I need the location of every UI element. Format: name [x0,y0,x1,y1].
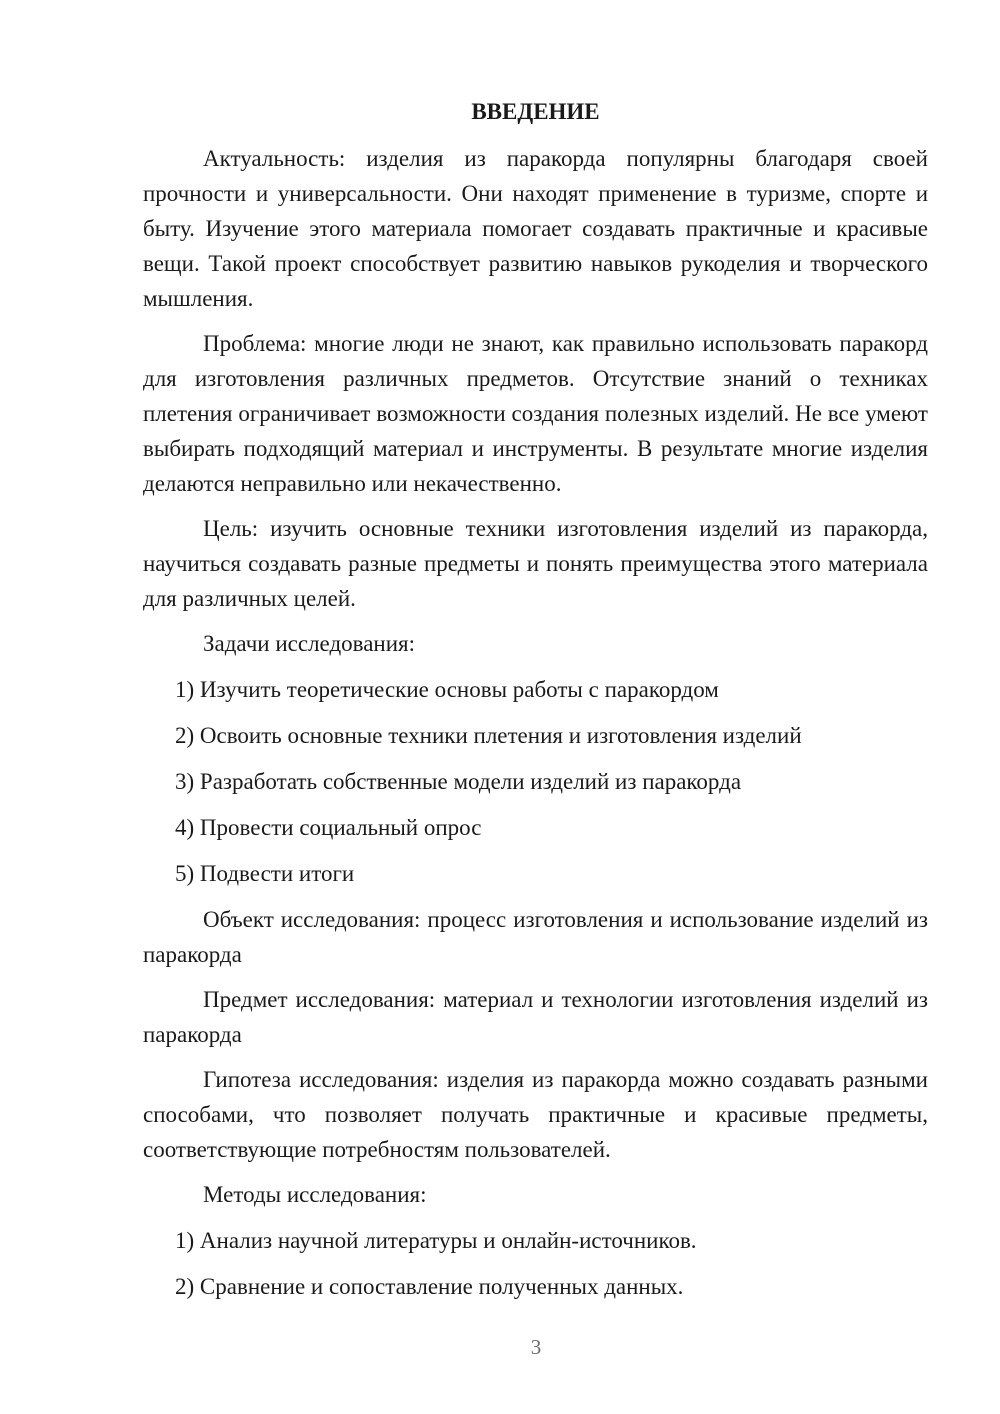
method-item: 2) Сравнение и сопоставление полученных данных. [175,1274,684,1299]
hypothesis-paragraph: Гипотеза исследования: изделия из паракорда можно создавать разными способами, что позволяет получать практичные и красивые предметы, соответствующие потребностям пользователей. [143,1067,928,1162]
page-content [143,94,928,1315]
task-item: 5) Подвести итоги [175,861,355,886]
task-item: 3) Разработать собственные модели изделий из паракорда [175,769,742,794]
methods-title: Методы исследования: [203,1182,427,1207]
subject-paragraph: Предмет исследования: материал и технологии изготовления изделий из паракорда [143,987,928,1047]
goal-paragraph: Цель: изучить основные техники изготовления изделий из паракорда, научиться создавать разные предметы и понять преимущества этого материала для различных целей. [143,516,928,611]
task-item: 2) Освоить основные техники плетения и изготовления изделий [175,723,802,748]
relevance-paragraph: Актуальность: изделия из паракорда популярны благодаря своей прочности и универсальности. Они находят применение в туризме, спорте и быту. Изучение этого материала помогает создавать практичные и красивые вещи. Такой проект способствует развитию навыков рукоделия и творческого мышления. [143,146,928,311]
task-item: 4) Провести социальный опрос [175,815,482,840]
tasks-list [143,672,928,891]
task-item: 1) Изучить теоретические основы работы с паракордом [175,677,719,702]
methods-list [143,1223,928,1304]
method-item: 1) Анализ научной литературы и онлайн-источников. [175,1228,697,1253]
object-paragraph: Объект исследования: процесс изготовления и использование изделий из паракорда [143,907,928,967]
problem-paragraph: Проблема: многие люди не знают, как правильно использовать паракорд для изготовления различных предметов. Отсутствие знаний о техниках плетения ограничивает возможности создания полезных изделий. Не все умеют выбирать подходящий материал и инструменты. В результате многие изделия делаются неправильно или некачественно. [143,331,928,496]
tasks-title: Задачи исследования: [203,631,416,656]
page-number: 3 [530,1335,542,1359]
section-heading: ВВЕДЕНИЕ [471,99,600,124]
